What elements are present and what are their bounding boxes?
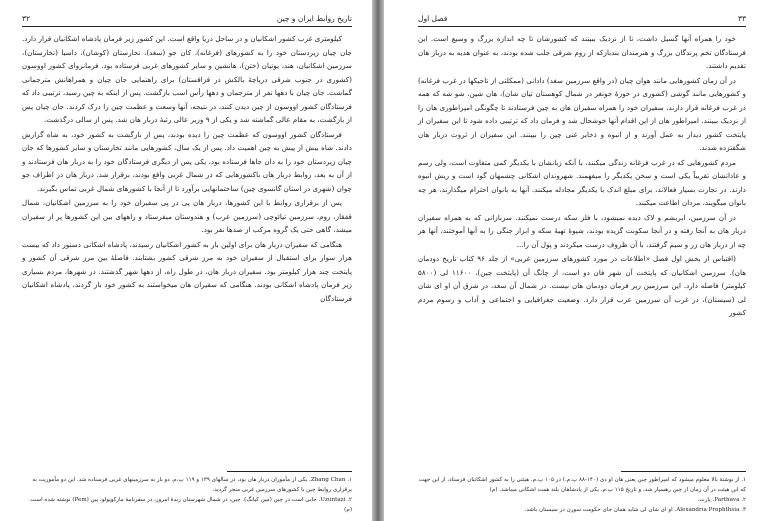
footnote-divider xyxy=(621,471,746,472)
page-number: ۳۳ xyxy=(737,13,746,23)
paragraph: (اقتباس از بخش اول فصل «اطلاعات در مورد کشورهای سرزمین غربی» از جلد ۹۶ کتاب تاریخ دودمان هان). سرزمین اشکانیان که پایتخت آن شهر فان دو است، از چانگ آن (پایتخت چین)، ۱۱۶۰۰ لی (۵۸۰۰ کیلومتر) فاصله دارد. این سرزمین زیر فرمان دودمان هان نیست. در شمال آن سغد، در شرق آن او ای شان لی (سیستان)، در غرب آن سرزمین عرب قرار دارد. وضعیت جغرافیایی و اجتماعی و آداب و رسوم مردم کشور xyxy=(418,254,746,317)
book-gutter xyxy=(372,0,384,521)
footnotes xyxy=(22,471,352,515)
body-text xyxy=(418,32,746,320)
running-title: فصل اول xyxy=(418,13,448,23)
paragraph: کیلومتری غرب کشور اشکانیان و در ساحل دریا واقع است. این کشور زیر فرمان پادشاه اشکانیان قرار دارد. جان چیان زیردستان خود را به کشورهای (فرغانه)، کان جو (سغد)، تخارستان (کوشان)، داسیا (تخارستان)، سرزمین اشکانیان، هند، یوتیان (ختن)، هانشین و سایر کشورهای غربی فرستاده بود. فرمانروای کشور اووسون (کشوری در جنوب شرقی دریاچهٔ بالکش در قزاقستان) برای راهنمایی جان چیان و همراهانش مترجمانی گماشت. جان چیان با دهها نفر از مترجمان و دهها رأس اسب بازگشت. پس از اینکه به چین رسید، ترتیبی داد که فرستادگان کشور اووسون از چین دیدن کنند، در نتیجه، آنها وسعت و عظمت چین را درک کردند. جان چیان پس از بازگشت، به مقام عالی گماشته شد و یکی از ۹ وزیر عالی رتبهٔ دربار هان شد. پس از سالی درگذشت. xyxy=(22,34,352,124)
page-number: ۳۲ xyxy=(22,13,31,23)
right-page xyxy=(384,0,768,521)
footnotes xyxy=(418,471,746,515)
footnote: ۲. Parthava. پارت. xyxy=(697,497,746,503)
page-header xyxy=(22,12,352,24)
footnote: ۱. Zhang Chan. یکی از مأموران دربار هان بود، در سالهای ۱۳۹ و ۱۱۹ پ.م. دو بار به سرزمینهای غربی فرستاده شد. این دو مأموریت به برقراری روابط چین با کشورهای سرزمین غربی منجر گردید. xyxy=(32,477,352,493)
footnote: ۳. Alexandria Prophthsia. او ای شان لی شاید همان جای حکومت سورن در سیستان باشد. xyxy=(524,507,746,513)
header-divider xyxy=(418,26,746,27)
running-title: تاریخ روابط ایران و چین xyxy=(276,13,352,23)
page-header xyxy=(418,12,746,24)
footnote: ۲. Uzuntazi. جایی است در چین (مین کیانگ). چین، در شمال شهرستان زندهٔ امروز، در سفرنامهٔ مارکوپولو، پین (Pem) نوشته شده است. (م) xyxy=(29,497,352,513)
paragraph: در آن زمان کشورهایی مانند هوان چیان (در واقع سرزمین سغد) دادانی (ممکلتی از تاجیکها در غرب فرغانه) و کشورهایی مانند گوشی (کشوری در حوزهٔ جونغر در شمال کوهستان تیان شان)، هان شین، شو شه که همه در غرب فرغانه قرار دارند، سفیران خود را همراه سفیران هان به چین فرستادند تا چگونگی امپراطوری هان را از نزدیک ببینند. امپراطور هان از این اقدام آنها خوشحال شد و فرمان داد که ترتیبی داده شود تا این سفیران از پایتخت کشور دیدار به عمل آورند و از انبوه و ذخایر غنی چین را ببینند. این سفیران از ثروت دربار هان شگفتزده شدند. xyxy=(418,75,746,152)
footnote-divider xyxy=(227,471,352,472)
left-page xyxy=(0,0,372,521)
body-text xyxy=(22,32,352,305)
paragraph: در آن سرزمین، ابریشم و لاک دیده نمیشود، با فلز سکه درست نمیکنند. سربازانی که به همراه سفیران دربار هان به آنجا رفته و در آنجا سکونت گزیده بودند، شیوهٔ تهیهٔ سکه و ابزار جنگی را به آنها آموختند، آنها هر چه از دربار هان زر و سیم گرفتند، با آن ظروف درست میکردند و پول آن را... xyxy=(418,212,746,249)
paragraph: مردم کشورهایی که در غرب فرغانه زندگی میکنند، با آنکه زبانشان با یکدیگر کمی متفاوت است، ولی رسم و عاداتشان تقریباً یکی است و سخن یکدیگر را میفهمند. شهروندان اشکانی چشمهان گود است و ریش انبوه دارند. در تجارت بسیار فعالاند، برای مبلغ اندک با یکدیگر مجادله میکنند. آنها به بانوان احترام میگذارند، هر چه بانوان میگویند، مردان اطاعت میکنند. xyxy=(418,157,746,207)
footnote: ۱. از نوشتهٔ بالا معلوم میشود که امپراطور چین یعنی هان او دی (۱۴۰-۸۸ پ.م.) در ۱۰۵ پ.م. هیئتی را به کشور اشکانیان فرستاد، از این جهت که این هیئت در آن زمان از چین رهسپار شد، و تاریخ ۱۱۵ پ.م. یکی از پادشاهان بلند همت اشکانی میباشد. (م) xyxy=(418,477,746,493)
paragraph: خود را همراه آنها گسیل داشت، تا از نزدیک ببینند که کشورشان تا چه اندازه بزرگ و وسیع است. این فرستادگان تخم پرندگان بزرگ و هنرمندان بندبازکه از روم شرقی جلب شده بودند، به عنوان هدیه به دربار هان تقدیم داشتند. xyxy=(418,34,746,70)
paragraph: فرستادگان کشور اووسون که عظمت چین را دیده بودند، پس از بازگشت به کشور خود، به شاه گزارش دادند. شاه بیش از پیش به چین اهمیت داد. پس از یک سال، کشورهایی مانند تخارستان و سایر کشورها که جان چیان زیردستان خود را به دان جاها فرستاده بود، یکی پس از دیگری فرستادگان خود را به دربار هان فرستادند و از آن به بعد، روابط دربار هان باکشورهایی که در شمال غربی واقع بودند، برقرار شد. دربار هان در اطراف جو چوان (شهری در استان گانسوی چین) ساختمانهایی برآورد تا از آنجا با کشورهای شمال غربی تماس بگیرند. xyxy=(22,129,352,193)
header-divider xyxy=(22,26,352,27)
paragraph: پس از برقراری روابط با این کشورها، دربار هان پی در پی سفیران خود را به سرزمین اشکانیان، شمال قفقاز، روم، سرزمین تیائوچی (سرزمین عرب) و هندوستان میفرستاد و راههای بین این کشورها پر از سفیران میشد، گاهی حتی یک گروه مرکب از صدها نفر بود. xyxy=(22,198,352,234)
paragraph: هنگامی که سفیران دربار هان برای اولین بار به کشور اشکانیان رسیدند، پادشاه اشکانی دستور داد که بیست هزار سوار برای استقبال از سفیران خود به مرز شرقی کشور بشتابند. فاصلهٔ بین مرز شرقی آن کشور و پایتخت چند هزار کیلومتر بود. سفیران دربار هان، در طول راه، از دهها شهر گذشتند. در شهرها، مردم بسیاری زیر فرمان پادشاه اشکانی بودند. هنگامی که سفیران هان میخواستند به کشور خود باز گردند، پادشاه اشکانیان فرستادگان xyxy=(22,239,352,303)
